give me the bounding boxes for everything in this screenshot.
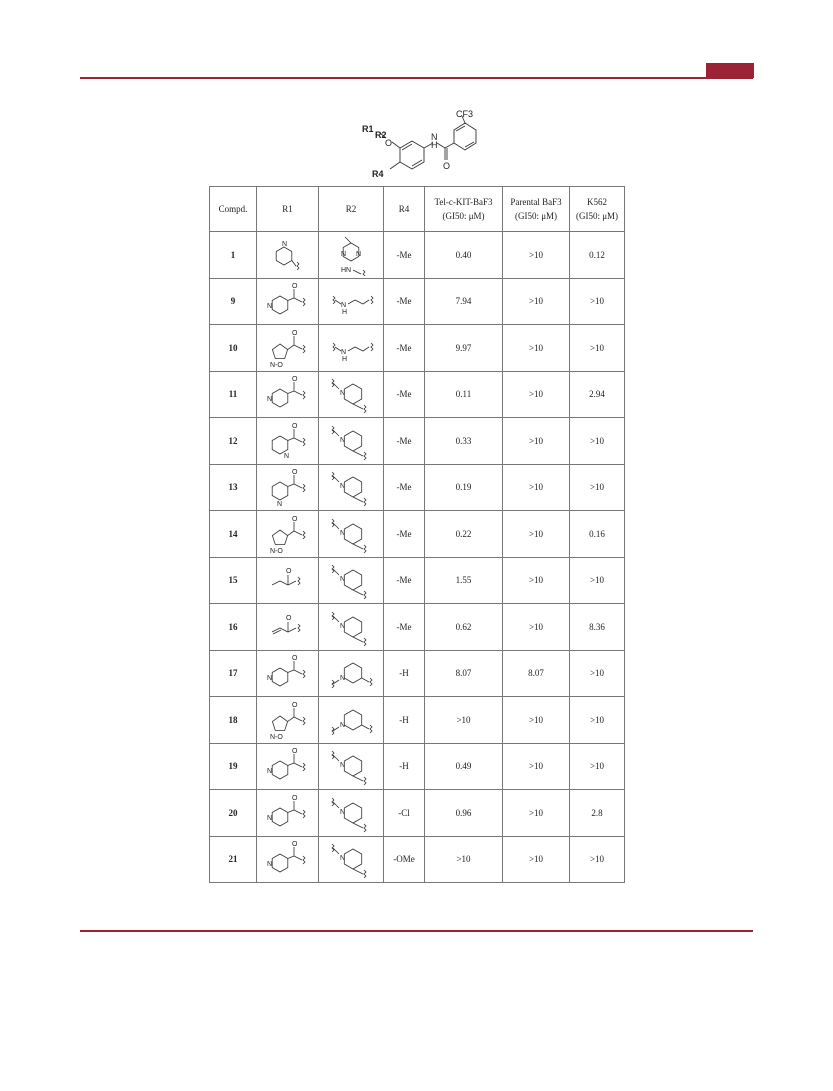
svg-text:O: O	[291, 469, 297, 477]
cell-k562: 2.8	[570, 790, 625, 837]
cell-r2	[319, 790, 384, 837]
cell-k562: >10	[570, 697, 625, 744]
cell-r4: -Me	[384, 371, 425, 418]
table-row	[210, 418, 625, 465]
svg-text:N: N	[340, 622, 346, 630]
header-parental	[503, 187, 570, 232]
table-row	[210, 557, 625, 604]
table-row	[210, 650, 625, 697]
svg-text:O: O	[291, 794, 297, 802]
cell-tel-c-kit: >10	[425, 836, 503, 883]
svg-text:N: N	[340, 808, 346, 816]
isonicotinoyl-icon	[257, 466, 318, 508]
cell-tel-c-kit: 7.94	[425, 278, 503, 325]
header-parental-line2: (GI50: μM)	[514, 211, 558, 221]
cell-r2	[319, 278, 384, 325]
cell-r1	[257, 604, 319, 651]
piperidin-4-yl-icon	[319, 466, 383, 508]
svg-text:N: N	[340, 721, 346, 729]
cell-r2	[319, 232, 384, 279]
cell-compd: 13	[210, 464, 257, 511]
svg-text:O: O	[285, 568, 291, 576]
cell-r2	[319, 371, 384, 418]
cell-tel-c-kit: 0.49	[425, 743, 503, 790]
table-row	[210, 743, 625, 790]
header-tab-marker	[706, 63, 754, 78]
header-tel-line2: (GI50: μM)	[442, 211, 485, 221]
cell-k562: 8.36	[570, 604, 625, 651]
nicotinoyl-icon	[257, 280, 318, 322]
svg-text:N: N	[340, 576, 346, 584]
cell-tel-c-kit: 0.22	[425, 511, 503, 558]
svg-text:N: N	[340, 529, 346, 537]
header-parental-line1: Parental BaF3	[510, 197, 562, 207]
svg-text:N: N	[340, 675, 346, 683]
cell-parental: >10	[503, 790, 570, 837]
cell-tel-c-kit: 0.62	[425, 604, 503, 651]
svg-text:O: O	[285, 614, 291, 622]
pyrimidinyl-amine-icon	[319, 234, 383, 276]
svg-text:N: N	[340, 390, 346, 398]
cell-r4: -Me	[384, 232, 425, 279]
cell-r1	[257, 232, 319, 279]
cell-parental: >10	[503, 836, 570, 883]
cell-r2	[319, 464, 384, 511]
svg-text:H: H	[342, 355, 348, 363]
cell-compd: 14	[210, 511, 257, 558]
cell-compd: 1	[210, 232, 257, 279]
cell-r2	[319, 650, 384, 697]
piperidin-4-yl-icon	[319, 559, 383, 601]
cell-parental: >10	[503, 325, 570, 372]
cell-r4: -Me	[384, 278, 425, 325]
cell-tel-c-kit: 8.07	[425, 650, 503, 697]
cell-parental: >10	[503, 278, 570, 325]
cell-parental: >10	[503, 604, 570, 651]
cell-compd: 17	[210, 650, 257, 697]
svg-text:H: H	[342, 309, 348, 317]
cell-compd: 10	[210, 325, 257, 372]
header-k562	[570, 187, 625, 232]
cell-tel-c-kit: 1.55	[425, 557, 503, 604]
svg-text:N: N	[340, 762, 346, 770]
svg-text:N: N	[283, 452, 289, 460]
cell-r1	[257, 650, 319, 697]
cell-r2	[319, 418, 384, 465]
table-row	[210, 511, 625, 558]
cell-tel-c-kit: 0.40	[425, 232, 503, 279]
table-row	[210, 232, 625, 279]
svg-text:N: N	[266, 814, 272, 822]
table-row	[210, 464, 625, 511]
footer-rule	[80, 930, 753, 932]
cell-r4: -Me	[384, 325, 425, 372]
cell-parental: >10	[503, 418, 570, 465]
cell-k562: >10	[570, 325, 625, 372]
svg-text:N: N	[341, 250, 347, 258]
scaffold-structure	[340, 108, 490, 186]
cell-k562: 0.16	[570, 511, 625, 558]
propanoyl-icon	[257, 559, 318, 601]
cell-compd: 15	[210, 557, 257, 604]
svg-text:O: O	[291, 655, 297, 663]
cell-r1	[257, 464, 319, 511]
cell-tel-c-kit: 0.11	[425, 371, 503, 418]
cell-parental: >10	[503, 511, 570, 558]
cell-parental: >10	[503, 743, 570, 790]
table-row	[210, 278, 625, 325]
piperidin-4-yl-icon	[319, 373, 383, 415]
cell-r1	[257, 511, 319, 558]
header-tel-c-kit	[425, 187, 503, 232]
cell-r1	[257, 418, 319, 465]
cell-r4: -H	[384, 697, 425, 744]
scaffold-label-r2: R2	[375, 130, 387, 140]
cell-k562: >10	[570, 650, 625, 697]
svg-text:O: O	[291, 422, 297, 430]
cell-parental: >10	[503, 464, 570, 511]
svg-text:N: N	[266, 396, 272, 404]
table-header-row	[210, 187, 625, 232]
cell-r1	[257, 557, 319, 604]
cell-r2	[319, 743, 384, 790]
header-k562-line1: K562	[587, 197, 607, 207]
cell-k562: >10	[570, 418, 625, 465]
cell-r1	[257, 371, 319, 418]
cell-tel-c-kit: 0.96	[425, 790, 503, 837]
scaffold-label-o: O	[385, 138, 393, 148]
cell-tel-c-kit: 0.19	[425, 464, 503, 511]
piperidin-4-yl-icon	[319, 838, 383, 880]
piperidin-4-yl-icon	[319, 745, 383, 787]
aminoethyl-linker-icon	[319, 327, 383, 369]
scaffold-label-cf3: CF3	[456, 109, 474, 119]
svg-text:N-O: N-O	[269, 547, 283, 555]
cell-r2	[319, 836, 384, 883]
piperidin-4-yl-icon	[319, 606, 383, 648]
cell-r4: -Me	[384, 511, 425, 558]
svg-text:N: N	[266, 861, 272, 869]
svg-text:O: O	[291, 515, 297, 523]
cell-r4: -OMe	[384, 836, 425, 883]
svg-text:N: N	[276, 501, 282, 509]
scaffold-label-n: N	[431, 132, 438, 142]
piperidin-4-yl-icon	[319, 792, 383, 834]
svg-text:N: N	[341, 302, 347, 310]
cell-r4: -Me	[384, 604, 425, 651]
cell-compd: 16	[210, 604, 257, 651]
piperidin-4-yl-icon	[319, 513, 383, 555]
cell-k562: >10	[570, 836, 625, 883]
header-r2: R2	[319, 187, 384, 232]
svg-text:O: O	[291, 841, 297, 849]
nicotinoyl-icon	[257, 745, 318, 787]
cell-r1	[257, 836, 319, 883]
cell-parental: >10	[503, 371, 570, 418]
table-row	[210, 697, 625, 744]
cell-r2	[319, 511, 384, 558]
table-row	[210, 371, 625, 418]
table-row	[210, 790, 625, 837]
cell-r4: -H	[384, 743, 425, 790]
cell-k562: >10	[570, 278, 625, 325]
cell-r1	[257, 743, 319, 790]
scaffold-label-r1: R1	[362, 124, 374, 134]
scaffold-label-r4: R4	[372, 169, 384, 179]
table-row	[210, 604, 625, 651]
nicotinoyl-icon	[257, 373, 318, 415]
cell-r4: -Me	[384, 418, 425, 465]
cell-r2	[319, 697, 384, 744]
picolinoyl-icon	[257, 420, 318, 462]
table-row	[210, 325, 625, 372]
svg-text:N: N	[281, 240, 287, 248]
svg-text:N: N	[340, 855, 346, 863]
cell-r1	[257, 697, 319, 744]
svg-text:N: N	[266, 303, 272, 311]
svg-text:N-O: N-O	[269, 361, 283, 369]
cell-parental: >10	[503, 232, 570, 279]
cell-k562: >10	[570, 464, 625, 511]
svg-text:O: O	[291, 376, 297, 384]
table-row	[210, 836, 625, 883]
isoxazole-carbonyl-icon	[257, 699, 318, 741]
scaffold-label-carbonyl-o: O	[443, 161, 451, 171]
svg-text:HN: HN	[341, 266, 352, 274]
cell-tel-c-kit: 0.33	[425, 418, 503, 465]
cell-k562: >10	[570, 557, 625, 604]
nicotinoyl-icon	[257, 652, 318, 694]
svg-text:O: O	[291, 748, 297, 756]
cell-parental: 8.07	[503, 650, 570, 697]
cell-r4: -Cl	[384, 790, 425, 837]
piperidin-4-yl-icon	[319, 420, 383, 462]
isoxazole-carbonyl-icon	[257, 327, 318, 369]
nicotinoyl-icon	[257, 792, 318, 834]
cell-k562: >10	[570, 743, 625, 790]
cell-r2	[319, 557, 384, 604]
sar-table	[209, 186, 625, 883]
cell-r4: -Me	[384, 557, 425, 604]
cell-compd: 9	[210, 278, 257, 325]
header-rule	[80, 77, 753, 79]
table-body	[210, 232, 625, 883]
svg-text:O: O	[291, 701, 297, 709]
cell-r4: -Me	[384, 464, 425, 511]
cell-k562: 0.12	[570, 232, 625, 279]
header-r4: R4	[384, 187, 425, 232]
cell-compd: 20	[210, 790, 257, 837]
header-compd: Compd.	[210, 187, 257, 232]
cell-compd: 21	[210, 836, 257, 883]
cell-r4: -H	[384, 650, 425, 697]
cell-k562: 2.94	[570, 371, 625, 418]
header-r1: R1	[257, 187, 319, 232]
cell-tel-c-kit: >10	[425, 697, 503, 744]
cell-r1	[257, 790, 319, 837]
cell-parental: >10	[503, 557, 570, 604]
nicotinoyl-icon	[257, 838, 318, 880]
svg-text:O: O	[291, 283, 297, 291]
piperidin-3-yl-icon	[319, 652, 383, 694]
svg-text:N-O: N-O	[269, 733, 283, 741]
aminoethyl-linker-icon	[319, 280, 383, 322]
scaffold-label-h: H	[431, 140, 438, 150]
pyridin-3-yl-icon	[257, 234, 318, 276]
scaffold-svg	[340, 108, 490, 186]
svg-text:N: N	[340, 483, 346, 491]
svg-text:N: N	[341, 348, 347, 356]
piperidin-3-yl-icon	[319, 699, 383, 741]
svg-text:N: N	[356, 250, 362, 258]
svg-text:O: O	[291, 329, 297, 337]
cell-r2	[319, 604, 384, 651]
svg-text:N: N	[266, 675, 272, 683]
cell-r1	[257, 278, 319, 325]
cell-parental: >10	[503, 697, 570, 744]
isoxazole-carbonyl-icon	[257, 513, 318, 555]
acryloyl-icon	[257, 606, 318, 648]
cell-compd: 12	[210, 418, 257, 465]
cell-r1	[257, 325, 319, 372]
cell-compd: 18	[210, 697, 257, 744]
cell-compd: 19	[210, 743, 257, 790]
cell-compd: 11	[210, 371, 257, 418]
header-tel-line1: Tel-c-KIT-BaF3	[434, 197, 493, 207]
svg-text:N: N	[340, 436, 346, 444]
header-k562-line2: (GI50: μM)	[575, 211, 619, 221]
svg-text:N: N	[266, 768, 272, 776]
cell-tel-c-kit: 9.97	[425, 325, 503, 372]
cell-r2	[319, 325, 384, 372]
